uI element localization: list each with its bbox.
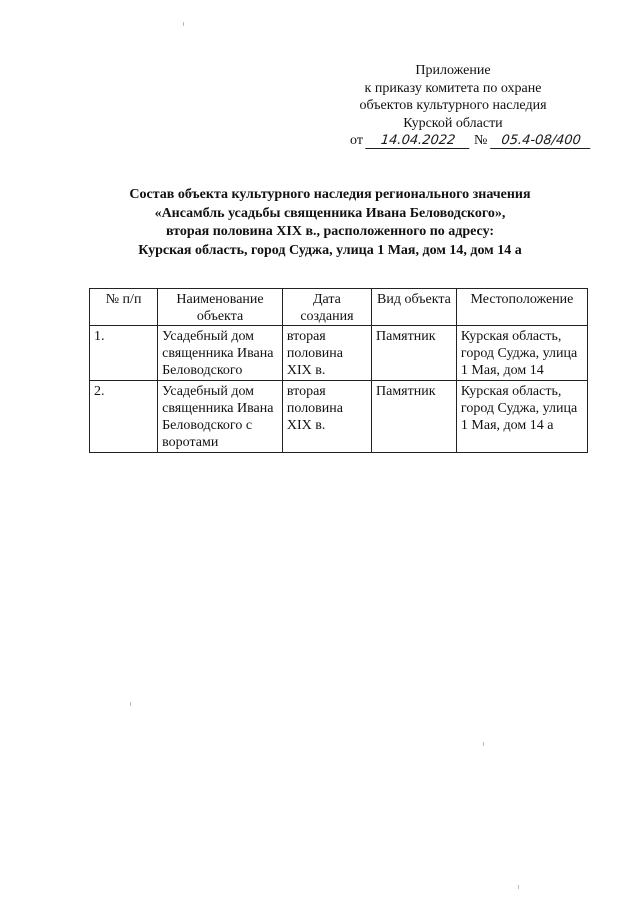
appendix-line: к приказу комитета по охране: [364, 80, 542, 96]
appendix-line: объектов культурного наследия: [359, 98, 547, 113]
column-header-location: Местоположение: [456, 289, 587, 326]
cell-date: вторая половина XIX в.: [282, 326, 371, 381]
cell-date: вторая половина XIX в.: [282, 381, 371, 453]
objects-table: [89, 288, 588, 453]
cell-name: Усадебный дом священника Ивана Беловодского: [158, 326, 283, 381]
appendix-line: Курской области: [403, 115, 503, 131]
table-header-row: [90, 289, 588, 326]
cell-type: Памятник: [372, 381, 457, 453]
cell-number: 2.: [90, 381, 158, 453]
table-row: [90, 326, 588, 381]
column-header-date: Дата создания: [282, 289, 371, 326]
cell-location: Курская область, город Суджа, улица 1 Мая, дом 14: [456, 326, 587, 381]
title-line: Курская область, город Суджа, улица 1 Мая, дом 14, дом 14 а: [138, 242, 522, 258]
from-label: от: [350, 133, 363, 148]
column-header-name: Наименование объекта: [158, 289, 283, 326]
table-row: [90, 381, 588, 453]
column-header-type: Вид объекта: [372, 289, 457, 326]
title-line: вторая половина XIX в., расположенного по адресу:: [165, 224, 495, 239]
cell-location: Курская область, город Суджа, улица 1 Мая, дом 14 а: [456, 381, 587, 453]
document-title: [70, 186, 590, 260]
handwritten-date: 14.04.2022: [366, 134, 472, 149]
scan-speck: [183, 22, 184, 26]
number-label: №: [473, 133, 488, 148]
scan-speck: [483, 742, 484, 746]
scan-speck: [130, 702, 131, 706]
cell-number: 1.: [90, 326, 158, 381]
appendix-line: Приложение: [415, 63, 491, 78]
title-line: «Ансамбль усадьбы священника Ивана Беловодского»,: [154, 205, 506, 221]
appendix-header: [330, 62, 576, 132]
handwritten-order-number: 05.4-08/400: [490, 134, 592, 149]
title-line: Состав объекта культурного наследия регионального значения: [129, 187, 531, 202]
column-header-number: № п/п: [90, 289, 158, 326]
cell-type: Памятник: [372, 326, 457, 381]
cell-name: Усадебный дом священника Ивана Беловодского с воротами: [158, 381, 283, 453]
scan-speck: [518, 885, 519, 889]
order-reference: [350, 133, 600, 149]
